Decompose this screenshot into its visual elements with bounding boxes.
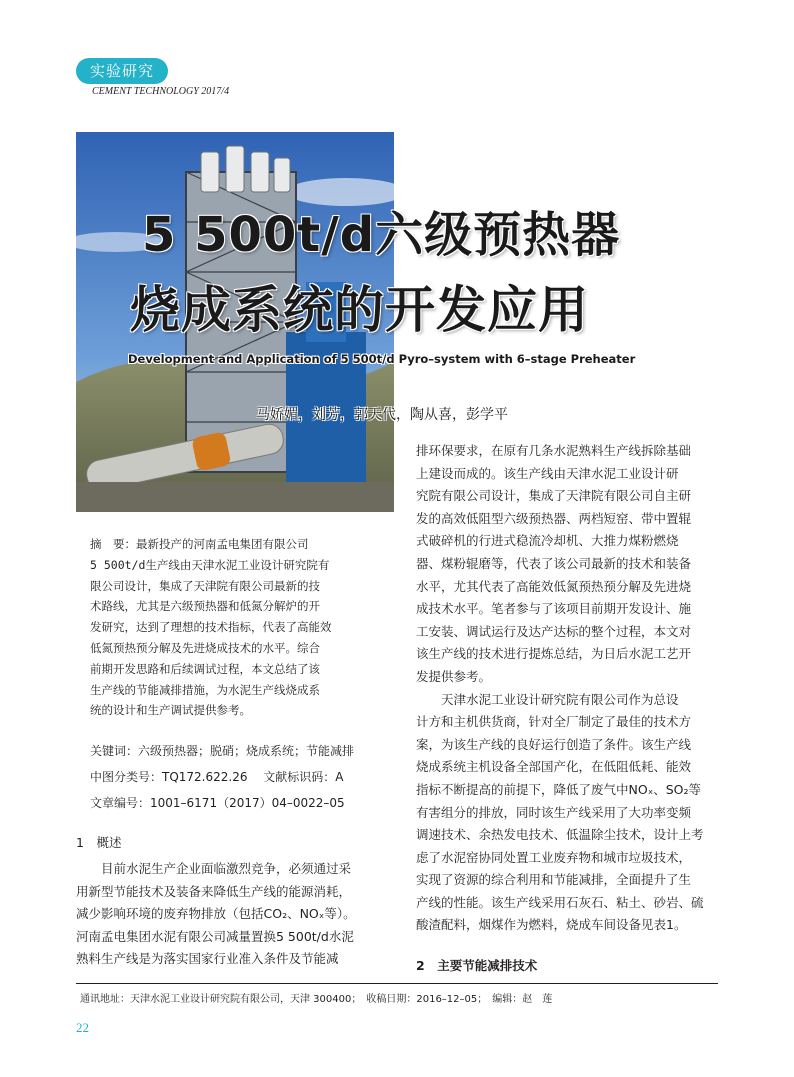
- body-line: 烧成系统主机设备全部国产化，在低阻低耗、能效: [416, 759, 692, 775]
- body-line: 上建设而成的。该生产线由天津水泥工业设计研: [416, 465, 679, 481]
- body-line: 案，为该生产线的良好运行创造了条件。该生产线: [416, 736, 692, 752]
- abstract: [90, 534, 376, 721]
- title-line-2: 烧成系统的开发应用: [130, 281, 589, 339]
- body-line: 成技术水平。笔者参与了该项目前期开发设计、施: [416, 601, 692, 617]
- body-line: 产线的性能。该生产线采用石灰石、粘土、砂岩、硫: [416, 894, 704, 910]
- abstract-line: 5 500t/d生产线由天津水泥工业设计研究院有: [90, 557, 330, 572]
- body-line: 调速技术、余热发电技术、低温除尘技术，设计上考: [416, 827, 704, 843]
- article-number: 文章编号：1001–6171（2017）04–0022–05: [90, 796, 345, 810]
- body-line: 排环保要求，在原有几条水泥熟料生产线拆除基础: [416, 443, 692, 458]
- body-line: 有害组分的排放，同时该生产线采用了大功率变频: [416, 804, 692, 820]
- section-heading: 1 概述: [76, 835, 122, 850]
- abstract-line: 统的设计和生产调试提供参考。: [90, 703, 251, 718]
- body-line: 计方和主机供货商，针对全厂制定了最佳的技术方: [416, 714, 692, 730]
- body-line: 天津水泥工业设计研究院有限公司作为总设: [441, 691, 679, 707]
- section-tag: 实验研究: [76, 58, 168, 84]
- body-line: 发提供参考。: [416, 668, 492, 684]
- body-line: 用新型节能技术及装备来降低生产线的能源消耗，: [76, 883, 352, 899]
- body-line: 减少影响环境的废弃物排放（包括CO₂、NOₓ等）。: [76, 906, 356, 922]
- body-line: 工安装、调试运行及达产达标的整个过程，本文对: [416, 623, 692, 639]
- left-column: [76, 858, 386, 971]
- body-line: 目前水泥生产企业面临激烈竞争，必须通过采: [101, 861, 352, 876]
- body-line: 河南孟电集团水泥有限公司减量置换5 500t/d水泥: [76, 928, 354, 944]
- title-line-1: 5 500t/d六级预热器: [142, 207, 621, 263]
- english-title: Development and Application of 5 500t/d Pyro–system with 6–stage Preheater: [128, 352, 636, 366]
- body-line: 式破碎机的行进式稳流冷却机、大推力煤粉燃烧: [416, 533, 679, 549]
- abstract-line: 前期开发思路和后续调试过程，本文总结了该: [90, 661, 320, 676]
- body-line: 器、煤粉辊磨等，代表了该公司最新的技术和装备: [416, 555, 692, 571]
- abstract-line: 发研究，达到了理想的技术指标，代表了高能效: [90, 620, 332, 635]
- authors: 马娇媚，刘芳，郭天代，陶从喜，彭学平: [256, 407, 508, 423]
- body-line: 指标不断提高的前提下，降低了废气中NOₓ、SO₂等: [416, 781, 702, 797]
- abstract-line: 生产线的节能减排措施，为水泥生产线烧成系: [90, 682, 320, 697]
- journal-name: CEMENT TECHNOLOGY 2017/4: [92, 86, 230, 97]
- footnote: 通讯地址：天津水泥工业设计研究院有限公司，天津 300400； 收稿日期：2016–12–05； 编辑：赵 莲: [80, 994, 553, 1005]
- abstract-label: 摘 要：: [90, 537, 136, 551]
- classification-number: 中图分类号：TQ172.622.26 文献标识码：A: [90, 770, 344, 784]
- body-line: 熟料生产线是为落实国家行业准入条件及节能减: [76, 951, 339, 967]
- section-heading: 2 主要节能减排技术: [416, 958, 538, 973]
- abstract-line: 低氮预热预分解及先进烧成技术的水平。综合: [90, 640, 320, 655]
- body-line: 实现了资源的综合利用和节能减排，全面提升了生: [416, 872, 692, 888]
- abstract-line: 术路线，尤其是六级预热器和低氮分解炉的开: [90, 599, 320, 614]
- body-line: 发的高效低阻型六级预热器、两档短窑、带中置辊: [416, 510, 692, 526]
- footnote-divider: [76, 983, 718, 984]
- abstract-line: 限公司设计，集成了天津院有限公司最新的技: [90, 578, 320, 593]
- body-line: 酸渣配料，烟煤作为燃料，烧成车间设备见表1。: [416, 917, 687, 933]
- body-line: 究院有限公司设计，集成了天津院有限公司自主研: [416, 488, 692, 504]
- page-number: 22: [76, 1020, 89, 1035]
- abstract-line-text: 最新投产的河南孟电集团有限公司: [136, 537, 309, 551]
- body-line: 水平，尤其代表了高能效低氮预热预分解及先进烧: [416, 578, 692, 594]
- body-line: 虑了水泥窑协同处置工业废弃物和城市垃圾技术，: [416, 849, 692, 865]
- body-line: 该生产线的技术进行提炼总结，为日后水泥工艺开: [416, 646, 692, 662]
- right-column: [416, 440, 716, 937]
- abstract-line: [90, 534, 376, 555]
- keywords: 关键词：六级预热器；脱硝；烧成系统；节能减排: [90, 744, 355, 758]
